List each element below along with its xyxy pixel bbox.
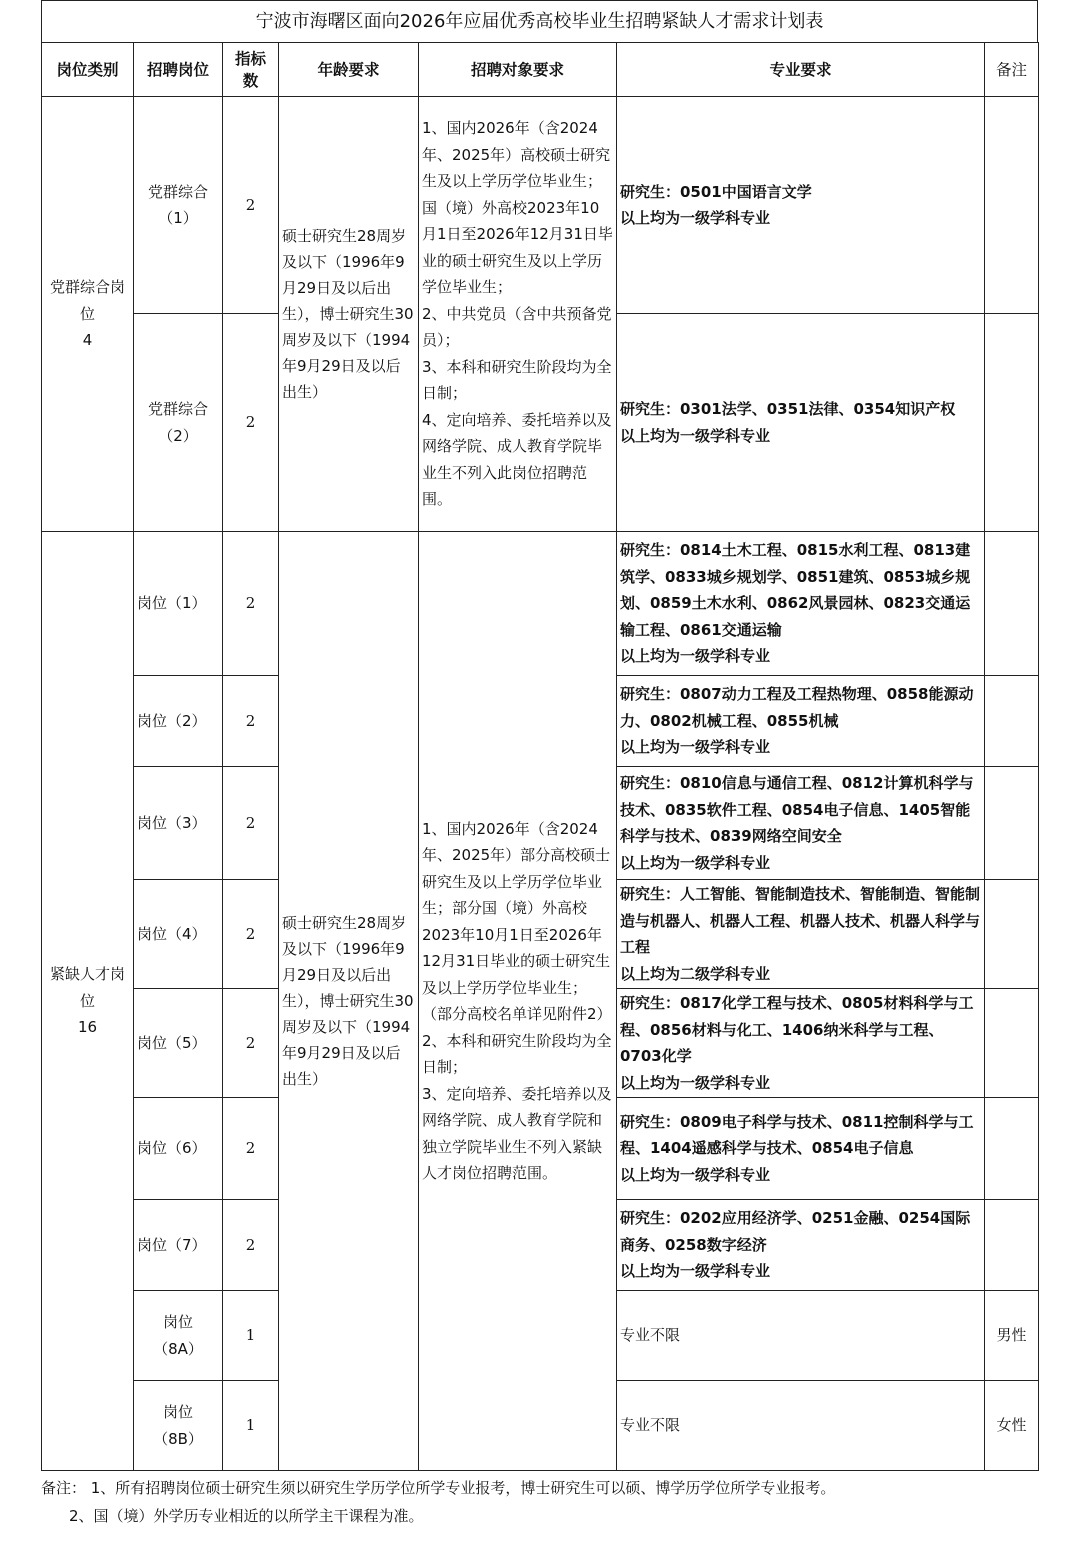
position-cell: 岗位（7） xyxy=(134,1200,223,1291)
footnote-1: 备注： 1、所有招聘岗位硕士研究生须以研究生学历学位所学专业报考，博士研究生可以硕、博学历学位所学专业报考。 xyxy=(41,1479,836,1497)
quota-cell: 2 xyxy=(223,314,279,532)
remark-cell xyxy=(985,989,1039,1098)
remark-cell xyxy=(985,1200,1039,1291)
remark-cell xyxy=(985,767,1039,880)
header-remark: 备注 xyxy=(985,43,1039,97)
position-cell: 岗位 （8B） xyxy=(134,1381,223,1471)
table-row xyxy=(42,532,1039,676)
position-cell: 岗位（3） xyxy=(134,767,223,880)
quota-cell: 2 xyxy=(223,676,279,767)
remark-cell xyxy=(985,880,1039,989)
age-cell: 硕士研究生28周岁及以下（1996年9月29日及以后出生），博士研究生30周岁及以下（1994年9月29日及以后出生） xyxy=(279,97,419,532)
quota-cell: 2 xyxy=(223,989,279,1098)
major-cell: 专业不限 xyxy=(617,1291,985,1381)
remark-cell: 女性 xyxy=(985,1381,1039,1471)
quota-cell: 1 xyxy=(223,1291,279,1381)
footnotes xyxy=(41,1474,1038,1530)
major-cell: 研究生：0817化学工程与技术、0805材料科学与工程、0856材料与化工、1406纳米科学与工程、0703化学 以上均为一级学科专业 xyxy=(617,989,985,1098)
remark-cell xyxy=(985,97,1039,314)
major-cell: 研究生：0301法学、0351法律、0354知识产权 以上均为一级学科专业 xyxy=(617,314,985,532)
page-title: 宁波市海曙区面向2026年应届优秀高校毕业生招聘紧缺人才需求计划表 xyxy=(41,0,1038,42)
age-cell: 硕士研究生28周岁及以下（1996年9月29日及以后出生），博士研究生30周岁及以下（1994年9月29日及以后出生） xyxy=(279,532,419,1471)
major-cell: 研究生：0202应用经济学、0251金融、0254国际商务、0258数字经济 以上均为一级学科专业 xyxy=(617,1200,985,1291)
footnote-2: 2、国（境）外学历专业相近的以所学主干课程为准。 xyxy=(69,1507,424,1525)
quota-cell: 2 xyxy=(223,880,279,989)
major-cell: 研究生：人工智能、智能制造技术、智能制造、智能制造与机器人、机器人工程、机器人技术、机器人科学与工程 以上均为二级学科专业 xyxy=(617,880,985,989)
header-position: 招聘岗位 xyxy=(134,43,223,97)
position-cell: 岗位（6） xyxy=(134,1098,223,1200)
header-row xyxy=(42,43,1039,97)
position-cell: 岗位 （8A） xyxy=(134,1291,223,1381)
recruitment-table xyxy=(41,42,1039,1471)
major-cell: 专业不限 xyxy=(617,1381,985,1471)
major-cell: 研究生：0809电子科学与技术、0811控制科学与工程、1404遥感科学与技术、0854电子信息 以上均为一级学科专业 xyxy=(617,1098,985,1200)
quota-cell: 2 xyxy=(223,1098,279,1200)
quota-cell: 2 xyxy=(223,532,279,676)
remark-cell xyxy=(985,676,1039,767)
major-cell: 研究生：0810信息与通信工程、0812计算机科学与技术、0835软件工程、0854电子信息、1405智能科学与技术、0839网络空间安全 以上均为一级学科专业 xyxy=(617,767,985,880)
position-cell: 党群综合 （2） xyxy=(134,314,223,532)
position-cell: 岗位（4） xyxy=(134,880,223,989)
header-quota: 指标数 xyxy=(223,43,279,97)
remark-cell: 男性 xyxy=(985,1291,1039,1381)
target-cell: 1、国内2026年（含2024年、2025年）高校硕士研究生及以上学历学位毕业生；国（境）外高校2023年10月1日至2026年12月31日毕业的硕士研究生及以上学历学位毕业生； 2、中共党员（含中共预备党员）； 3、本科和研究生阶段均为全日制； 4、定向培养、委托培养以及网络学院、成人教育学院毕业生不列入此岗位招聘范围。 xyxy=(419,97,617,532)
category-cell: 紧缺人才岗位 16 xyxy=(42,532,134,1471)
position-cell: 党群综合 （1） xyxy=(134,97,223,314)
major-cell: 研究生：0807动力工程及工程热物理、0858能源动力、0802机械工程、0855机械 以上均为一级学科专业 xyxy=(617,676,985,767)
position-cell: 岗位（5） xyxy=(134,989,223,1098)
position-cell: 岗位（1） xyxy=(134,532,223,676)
header-category: 岗位类别 xyxy=(42,43,134,97)
quota-cell: 2 xyxy=(223,767,279,880)
major-cell: 研究生：0501中国语言文学 以上均为一级学科专业 xyxy=(617,97,985,314)
quota-cell: 1 xyxy=(223,1381,279,1471)
target-cell: 1、国内2026年（含2024年、2025年）部分高校硕士研究生及以上学历学位毕业生；部分国（境）外高校2023年10月1日至2026年12月31日毕业的硕士研究生及以上学历学位毕业生； （部分高校名单详见附件2） 2、本科和研究生阶段均为全日制； 3、定向培养、委托培养以及网络学院、成人教育学院和独立学院毕业生不列入紧缺人才岗位招聘范围。 xyxy=(419,532,617,1471)
category-cell: 党群综合岗位 4 xyxy=(42,97,134,532)
header-target: 招聘对象要求 xyxy=(419,43,617,97)
quota-cell: 2 xyxy=(223,97,279,314)
table-row xyxy=(42,97,1039,314)
major-cell: 研究生：0814土木工程、0815水利工程、0813建筑学、0833城乡规划学、0851建筑、0853城乡规划、0859土木水利、0862风景园林、0823交通运输工程、0861交通运输 以上均为一级学科专业 xyxy=(617,532,985,676)
remark-cell xyxy=(985,1098,1039,1200)
position-cell: 岗位（2） xyxy=(134,676,223,767)
remark-cell xyxy=(985,314,1039,532)
quota-cell: 2 xyxy=(223,1200,279,1291)
header-major: 专业要求 xyxy=(617,43,985,97)
remark-cell xyxy=(985,532,1039,676)
header-age: 年龄要求 xyxy=(279,43,419,97)
